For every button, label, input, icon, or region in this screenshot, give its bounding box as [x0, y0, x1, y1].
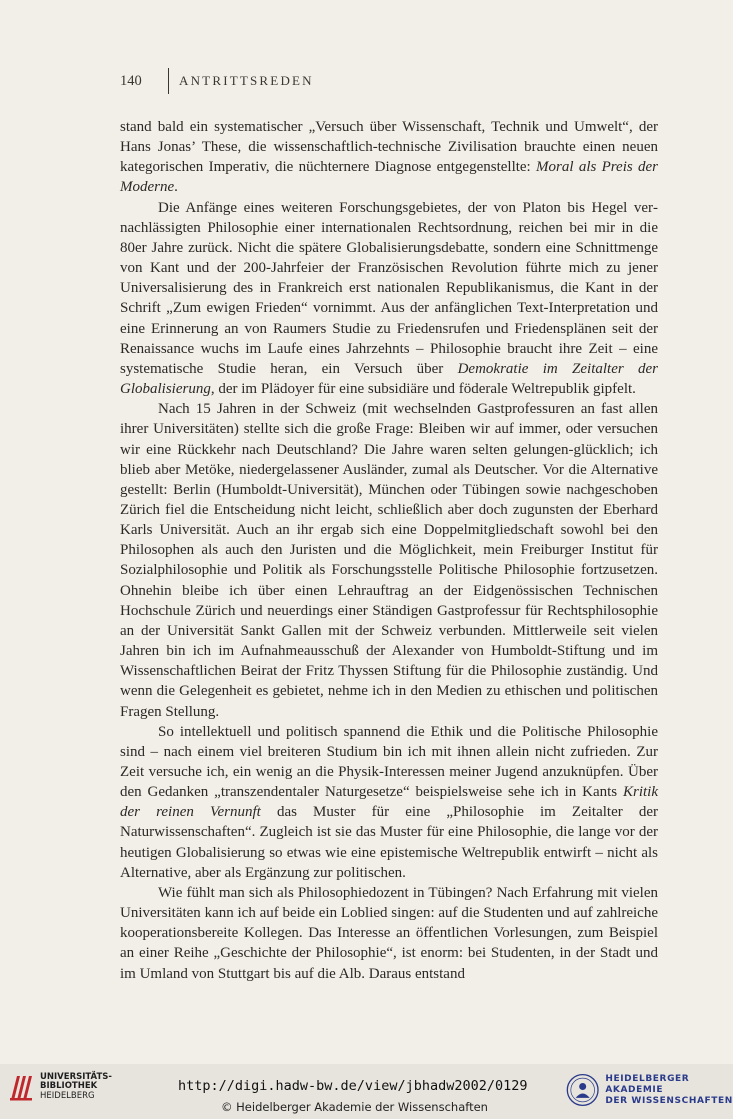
paragraph-1-end: . [174, 179, 178, 196]
ub-logo-icon [8, 1072, 34, 1102]
haw-logo-text [605, 1074, 733, 1107]
book-title-demokratie: Demokratie im Zeitalter der Globalisierung [120, 360, 658, 398]
paragraph-2-end: , der im Plädoyer für eine subsidiäre und föderale Weltrepublik gipfelt. [210, 381, 636, 398]
paragraph-4-end: das Muster für eine „Philosophie im Zeitalter der Naturwissenschaften“. Zugleich ist sie das Muster für eine Philosophie, die lange vor der heutigen Globalisierung so etwas wie eine epistemische Weltrepublik entwirft – nicht als Alternative, aber als Ergänzung zur politischen. [120, 804, 659, 881]
page-header [120, 68, 314, 94]
paragraph-2-text: Die Anfänge eines weiteren Forschungsgebietes, der von Platon bis Hegel vernachlässigten Philosophie einer internationalen Rechtsordnung, reichen bei mir in die 80er Jahre zurück. Nicht die spätere Globalisierungsdebatte, sondern eine Schnittmenge von Kant und der 200-Jahrfeier der Französischen Revolution führte mich zu jener Universalisierung des in Frankreich erst nationalen Republikanismus, die Kant in der Schrift „Zum ewigen Frieden“ vornimmt. Aus der anfänglichen Text-Interpretation und eine Erinnerung an von Raumers Studie zu Friedensrufen und Friedensplänen seit der Renaissance wuchs im Laufe eines Jahrzehnts – Philosophie braucht ihre Zeit – eine systematische Studie heran, ein Versuch über [120, 199, 658, 377]
paragraph-4-text: So intellektuell und politisch spannend die Ethik und die Politische Philosophie sind – nach einem viel breiteren Studium bin ich mit ihnen allein nicht zufrieden. Zur Zeit versuche ich, ein wenig an die Physik-Interessen meiner Jugend anzuknüpfen. Über den Gedanken „transzendentaler Naturgesetze“ beispielsweise sehe ich in Kants [120, 723, 658, 801]
ub-logo-line-3: HEIDELBERG [40, 1090, 95, 1101]
running-head: ANTRITTSREDEN [179, 73, 314, 88]
haw-logo-line-2: DER WISSENSCHAFTEN [605, 1095, 733, 1106]
paragraph-3: Nach 15 Jahren in der Schweiz (mit wechselnden Gastprofessuren an fast allen ihrer Universitäten) stellte sich die große Frage: Bleiben wir auf immer, oder versuchen wir eine Rückkehr nach Deutschland? Die Jahre waren selten gelungen-glücklich; ich blieb aber Metöke, niedergelassener Ausländer, zumal als Deutscher. Vor die Alternative gestellt: Berlin (Humboldt-Universität), München oder Tübingen sowie nachgeschoben Zürich fiel die Entscheidung nicht leicht, schließlich aber doch zugunsten der Eberhard Karls Universität. Auch an ihr ergab sich eine Doppelmitgliedschaft sowohl bei den Philosophen als auch den Juristen und die Möglichkeit, mein Freiburger Institut für Sozialphilosophie und Politik als Forschungsstelle Politische Philosophie fortzusetzen. Ohnehin bleibe ich über einen Lehrauftrag an der Eidgenössischen Technischen Hochschule Zürich und neuerdings einer Ständigen Gastprofessur für Rechtsphilosophie an der Universität Sankt Gallen mit der Schweiz verbunden. Mittlerweile seit vielen Jahren bin ich im Aufnahmeausschuß der Alexander von Humboldt-Stiftung und im Wissenschaftlichen Beirat der Fritz Thyssen Stiftung für die Philosophie zuständig. Und wenn die Gelegenheit es gebietet, nehme ich in den Medien zu ethischen und politischen Fragen Stellung. [120, 401, 658, 720]
digitization-footer [0, 1064, 733, 1119]
paragraph-1 [120, 117, 658, 198]
ub-logo-line-1: UNIVERSITÄTS- [40, 1071, 112, 1082]
ub-logo-text [40, 1073, 112, 1102]
book-title-kritik: Kritik der reinen Vernunft [120, 784, 658, 821]
permalink-url[interactable]: http://digi.hadw-bw.de/view/jbhadw2002/0129 [178, 1078, 528, 1094]
academy-seal-icon [566, 1071, 599, 1109]
haw-logo-line-1: HEIDELBERGER AKADEMIE [605, 1073, 690, 1095]
haw-logo[interactable] [566, 1071, 733, 1109]
copyright-notice: © Heidelberger Akademie der Wissenschaften [221, 1100, 488, 1114]
book-title-moral: Moral als Preis der Moderne [120, 159, 659, 196]
header-divider [168, 68, 169, 94]
paragraph-1-text: stand bald ein systematischer „Versuch über Wissenschaft, Technik und Umwelt“, der Hans Jonas’ These, die wissenschaftlich-technische Zivilisation brauchte einen neuen kategorischen Imperativ, die nüchternere Diagnose entgegenstellte: [120, 119, 658, 176]
ub-heidelberg-logo[interactable] [8, 1072, 112, 1102]
page-number: 140 [120, 72, 142, 89]
ub-logo-line-2: BIBLIOTHEK [40, 1081, 98, 1092]
body-text [120, 117, 658, 984]
paragraph-5: Wie fühlt man sich als Philosophiedozent in Tübingen? Nach Erfahrung mit vielen Universitäten kann ich auf beide ein Loblied singen: auf die Studenten und auf zahlreiche kooperationsbereite Kollegen. Das Interesse an öffentlichen Vorlesungen, zum Beispiel an einer Reihe „Geschichte der Philosophie“, ist enorm: bei Studenten, in der Stadt und im Umland von Stuttgart bis auf die Alb. Daraus entstand [120, 884, 658, 982]
paragraph-4 [120, 722, 658, 883]
paragraph-2 [120, 198, 658, 400]
